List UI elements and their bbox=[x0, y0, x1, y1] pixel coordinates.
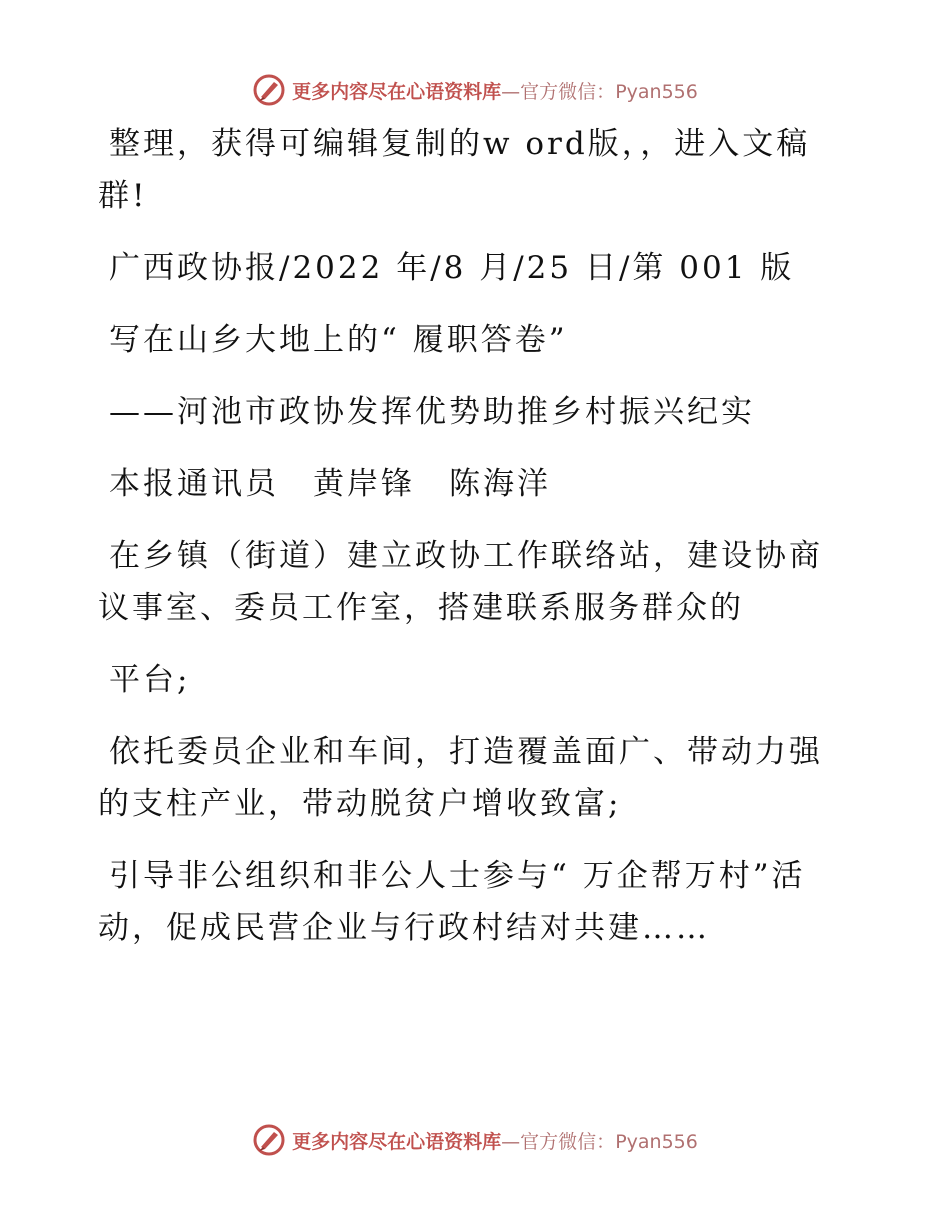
brush-logo-icon bbox=[252, 73, 286, 107]
header-banner bbox=[0, 70, 950, 110]
body-paragraph: 引导非公组织和非公人士参与“ 万企帮万村”活动，促成民营企业与行政村结对共建…… bbox=[98, 858, 806, 946]
article-subtitle: ——河池市政协发挥优势助推乡村振兴纪实 bbox=[109, 394, 755, 430]
article-title: 写在山乡大地上的“ 履职答卷” bbox=[109, 322, 568, 358]
body-paragraph: 在乡镇（街道）建立政协工作联络站，建设协商议事室、委员工作室，搭建联系服务群众的 bbox=[98, 538, 823, 626]
byline: 本报通讯员 黄岸锋 陈海洋 bbox=[109, 466, 551, 502]
banner-text: 更多内容尽在心语资料库—官方微信：Pyan556 bbox=[292, 1130, 698, 1153]
document-body bbox=[98, 118, 838, 974]
body-paragraph: 平台; bbox=[109, 662, 191, 698]
source-line: 广西政协报/2022 年/8 月/25 日/第 001 版 bbox=[109, 250, 795, 286]
banner-text: 更多内容尽在心语资料库—官方微信：Pyan556 bbox=[292, 80, 698, 103]
body-paragraph: 依托委员企业和车间，打造覆盖面广、带动力强的支柱产业，带动脱贫户增收致富; bbox=[98, 734, 823, 822]
footer-banner bbox=[0, 1120, 950, 1160]
intro-paragraph: 整理，获得可编辑复制的w ord版，，进入文稿群! bbox=[98, 126, 811, 214]
brush-logo-icon bbox=[252, 1123, 286, 1157]
